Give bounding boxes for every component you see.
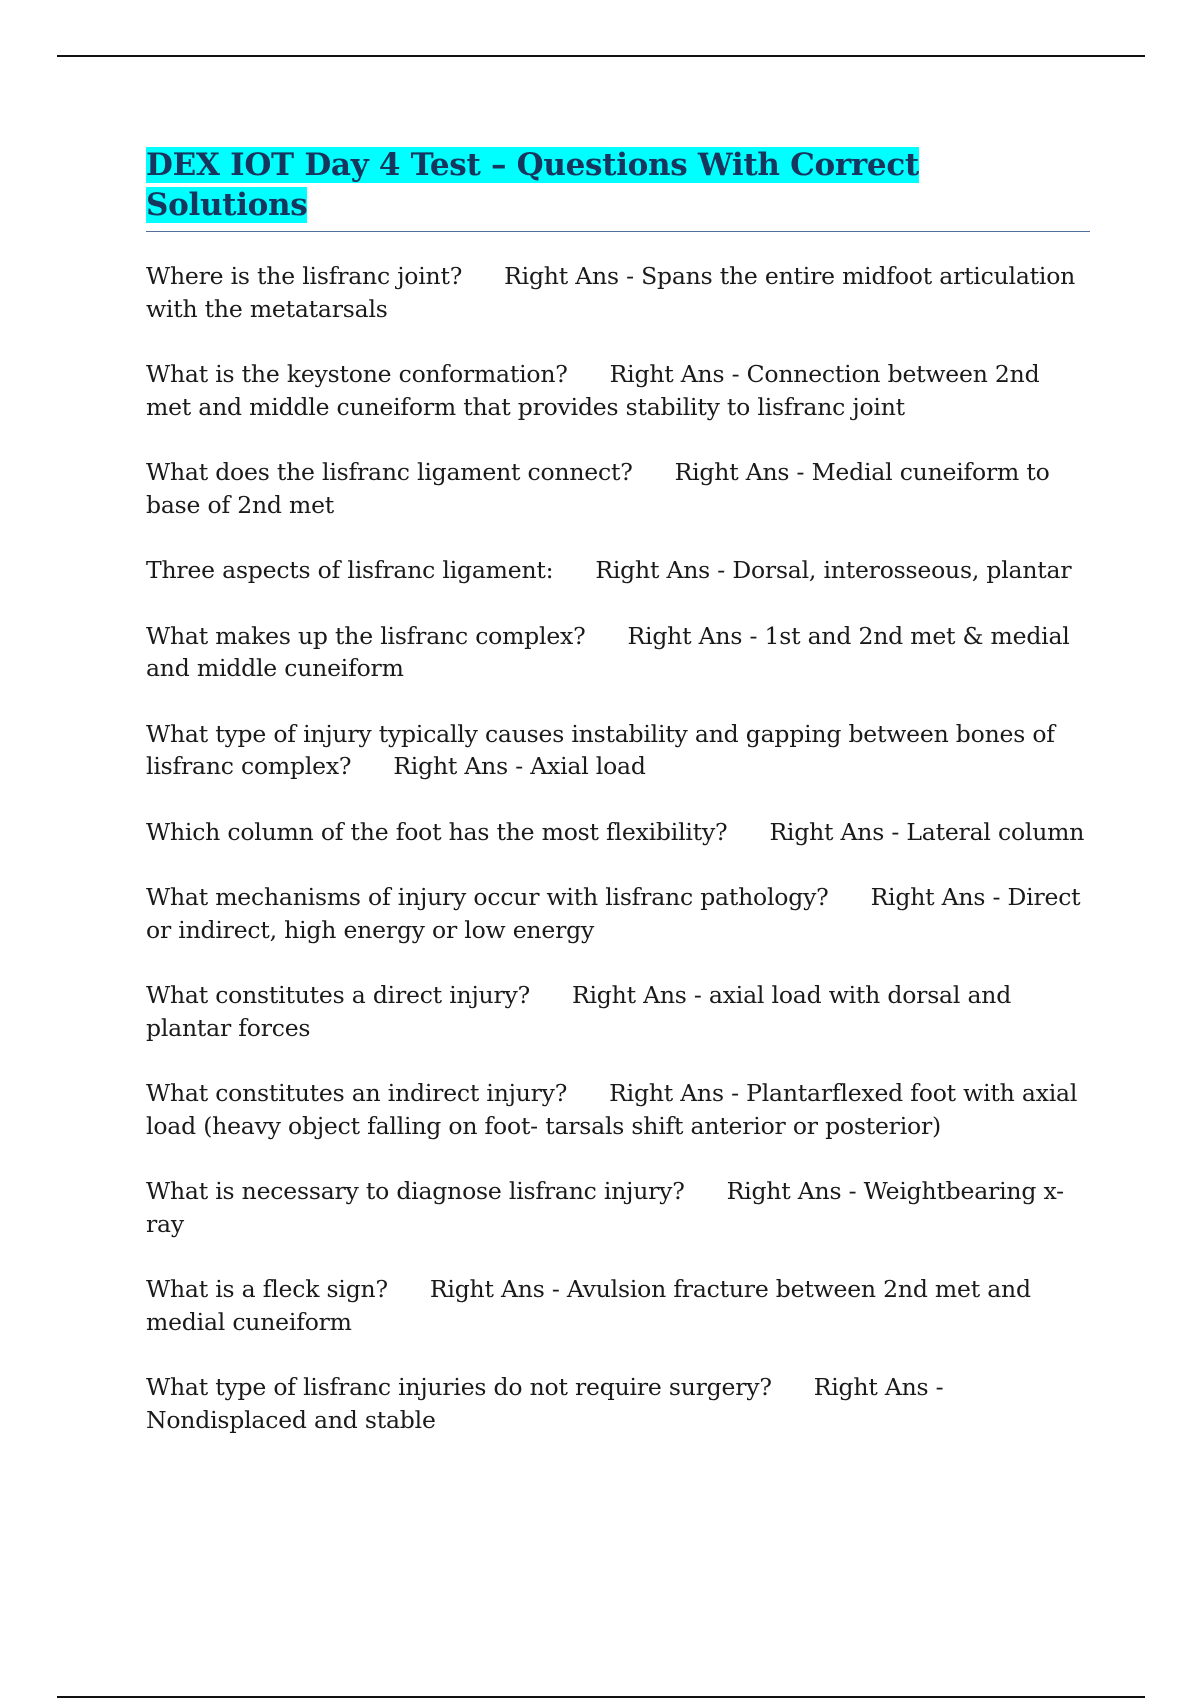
- question: What does the lisfranc ligament connect?: [146, 458, 633, 486]
- question: What constitutes an indirect injury?: [146, 1079, 568, 1107]
- answer: Right Ans - Dorsal, interosseous, plantar: [595, 556, 1072, 584]
- qa-item: [146, 979, 1090, 1044]
- answer: Right Ans - Connection between 2nd met and middle cuneiform that provides stability to lisfranc joint: [146, 360, 1040, 421]
- answer: Right Ans - Direct or indirect, high energy or low energy: [146, 883, 1081, 944]
- question: Where is the lisfranc joint?: [146, 262, 463, 290]
- answer: Right Ans - 1st and 2nd met & medial and middle cuneiform: [146, 621, 1070, 682]
- qa-item: [146, 1273, 1090, 1338]
- qa-item: [146, 881, 1090, 946]
- document-title: DEX IOT Day 4 Test – Questions With Correct Solutions: [146, 147, 919, 223]
- qa-item: [146, 1077, 1090, 1142]
- question: What constitutes a direct injury?: [146, 981, 530, 1009]
- qa-item: [146, 554, 1090, 587]
- qa-item: [146, 816, 1090, 849]
- question: What type of injury typically causes instability and gapping between bones of lisfranc complex?: [146, 719, 1055, 780]
- question: Which column of the foot has the most flexibility?: [146, 817, 728, 846]
- qa-item: [146, 1371, 1090, 1436]
- question: What type of lisfranc injuries do not require surgery?: [146, 1373, 772, 1401]
- answer: Right Ans - Avulsion fracture between 2nd met and medial cuneiform: [146, 1275, 1031, 1336]
- header-rule: [57, 55, 1145, 57]
- answer: Right Ans - Nondisplaced and stable: [146, 1373, 944, 1434]
- document-body: [146, 145, 1090, 1469]
- answer: Right Ans - Medial cuneiform to base of 2nd met: [146, 458, 1050, 519]
- qa-item: [146, 718, 1090, 783]
- question: Three aspects of lisfranc ligament:: [146, 556, 554, 584]
- question: What is the keystone conformation?: [146, 360, 568, 388]
- answer: Right Ans - Lateral column: [769, 817, 1085, 846]
- question: What is necessary to diagnose lisfranc injury?: [146, 1177, 685, 1205]
- qa-item: [146, 1175, 1090, 1240]
- qa-item: [146, 358, 1090, 423]
- qa-item: [146, 260, 1090, 325]
- qa-item: [146, 456, 1090, 521]
- title-block: [146, 145, 1090, 232]
- answer: Right Ans - Spans the entire midfoot articulation with the metatarsals: [146, 262, 1076, 323]
- question: What mechanisms of injury occur with lisfranc pathology?: [146, 883, 829, 911]
- answer: Right Ans - Plantarflexed foot with axial load (heavy object falling on foot- tarsals shift anterior or posterior): [146, 1079, 1078, 1140]
- answer: Right Ans - Axial load: [393, 752, 646, 780]
- question: What makes up the lisfranc complex?: [146, 621, 586, 650]
- answer: Right Ans - axial load with dorsal and plantar forces: [146, 981, 1012, 1042]
- question: What is a fleck sign?: [146, 1275, 388, 1303]
- qa-item: [146, 620, 1090, 685]
- footer-rule: [57, 1696, 1145, 1698]
- answer: Right Ans - Weightbearing x-ray: [146, 1177, 1064, 1238]
